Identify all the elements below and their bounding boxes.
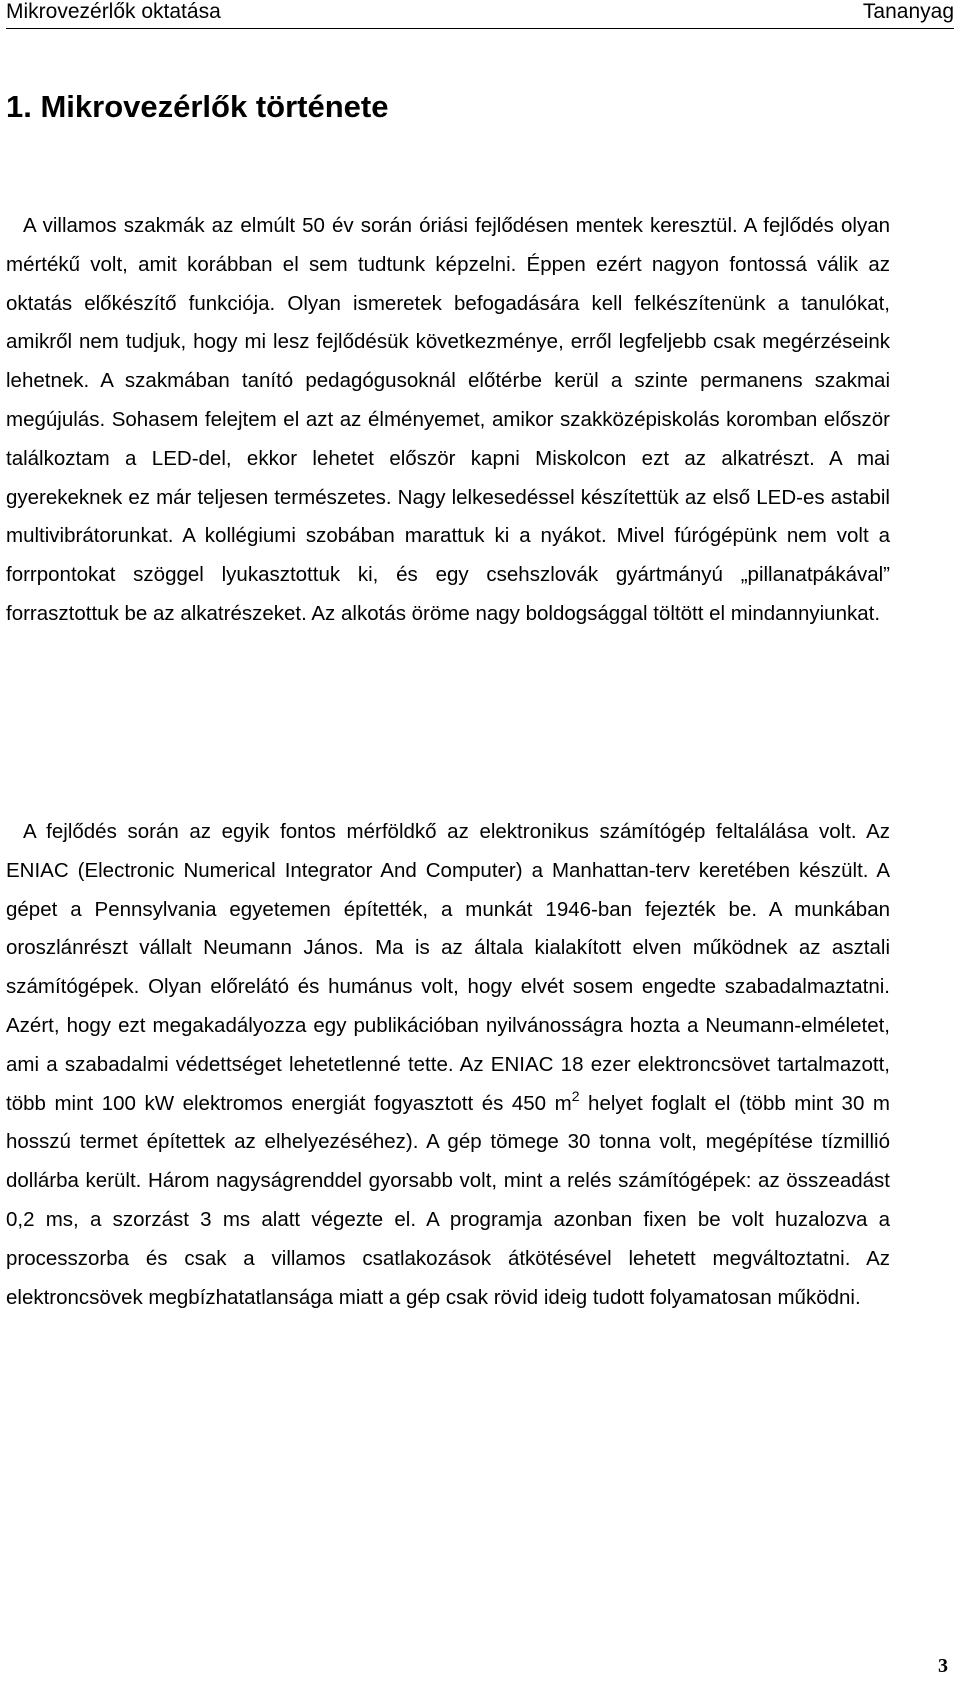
header-section-label: Tananyag — [862, 0, 954, 23]
page-number: 3 — [938, 1655, 948, 1677]
paragraph-text-part-1: A fejlődés során az egyik fontos mérföldkő az elektronikus számítógép feltalálása volt. Az ENIAC (Electronic Numerical Integrator And Computer) a Manhattan-terv keretében készült. A gépet a Pennsylvania egyetemen építették, a munkát 1946-ban fejezték be. A munkában oroszlánrészt vállalt Neumann János. Ma is az általa kialakított elven működnek az asztali számítógépek. Olyan előrelátó és humánus volt, hogy elvét sosem engedte szabadalmaztatni. Azért, hogy ezt megakadályozza egy publikációban nyilvánosságra hozta a Neumann-elméletet, ami a szabadalmi védettséget lehetetlenné tette. Az ENIAC 18 ezer elektroncsövet tartalmazott, több mint 100 kW elektromos energiát fogyasztott és 450 m — [6, 820, 890, 1115]
paragraph-text-part-2: helyet foglalt el (több mint 30 m hosszú termet építettek az elhelyezéséhez). A gép tömege 30 tonna volt, megépítése tízmillió dollárba került. Három nagyságrenddel gyorsabb volt, mint a relés számítógépek: az összeadást 0,2 ms, a szorzást 3 ms alatt végezte el. A programja azonban fixen be volt huzalozva a processzorba és csak a villamos csatlakozások átkötésével lehetett megváltoztatni. Az elektroncsövek megbízhatatlansága miatt a gép csak rövid ideig tudott folyamatosan működni. — [6, 1091, 890, 1309]
header-divider — [6, 28, 954, 29]
paragraph-text — [6, 813, 890, 1317]
body-paragraph-2 — [6, 813, 890, 1317]
header-document-title: Mikrovezérlők oktatása — [6, 0, 221, 23]
chapter-title: 1. Mikrovezérlők története — [6, 89, 389, 124]
body-paragraph-1 — [6, 207, 890, 634]
paragraph-text: A villamos szakmák az elmúlt 50 év során óriási fejlődésen mentek keresztül. A fejlődés olyan mértékű volt, amit korábban el sem tudtunk képzelni. Éppen ezért nagyon fontossá válik az oktatás előkészítő funkciója. Olyan ismeretek befogadására kell felkészítenünk a tanulókat, amikről nem tudjuk, hogy mi lesz fejlődésük következménye, erről legfeljebb csak megérzéseink lehetnek. A szakmában tanító pedagógusoknál előtérbe kerül a szinte permanens szakmai megújulás. Sohasem felejtem el azt az élményemet, amikor szakközépiskolás koromban először találkoztam a LED-del, ekkor lehetet először kapni Miskolcon ezt az alkatrészt. A mai gyerekeknek ez már teljesen természetes. Nagy lelkesedéssel készítettük az első LED-es astabil multivibrátorunkat. A kollégiumi szobában marattuk ki a nyákot. Mivel fúrógépünk nem volt a forrpontokat szöggel lyukasztottuk ki, és egy csehszlovák gyártmányú „pillanatpákával” forrasztottuk be az alkatrészeket. Az alkotás öröme nagy boldogsággal töltött el mindannyiunkat. — [6, 214, 890, 625]
running-header — [6, 0, 954, 31]
superscript-exponent: 2 — [571, 1087, 580, 1104]
